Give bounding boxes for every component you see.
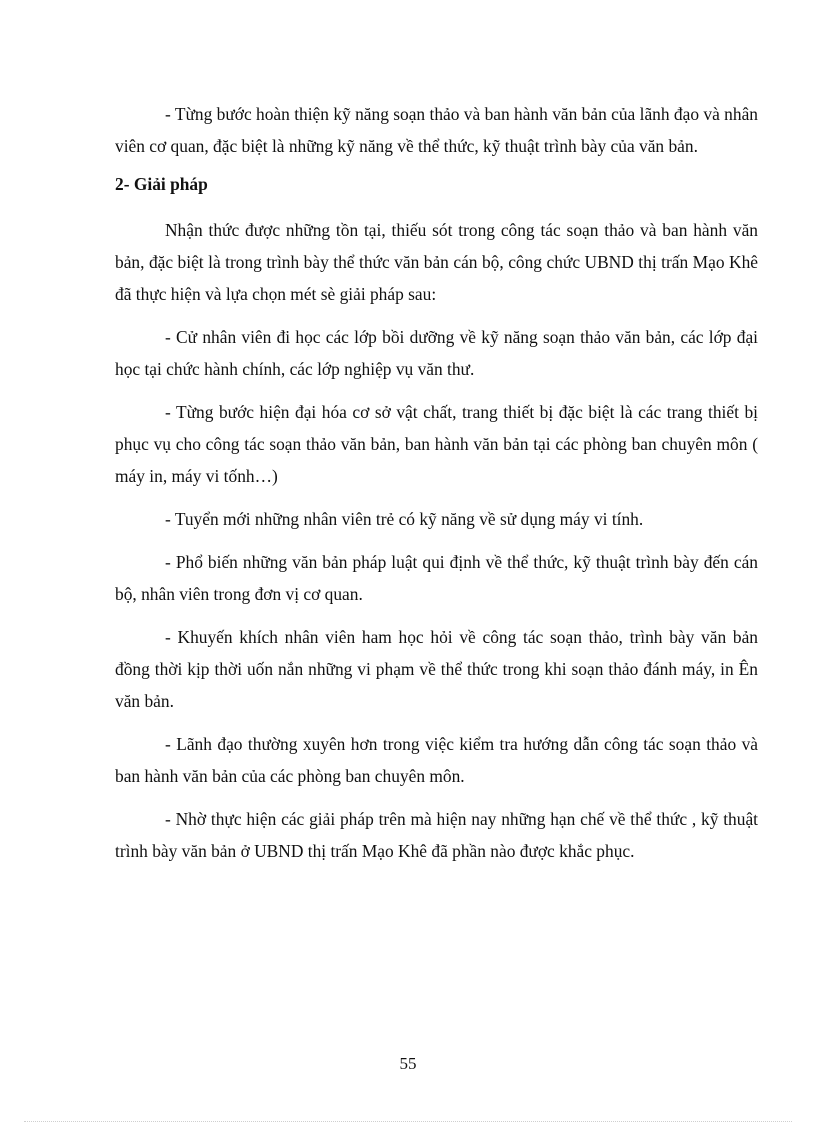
page-bottom-divider [24, 1121, 792, 1122]
paragraph-leadership: - Lãnh đạo thường xuyên hơn trong việc kiểm tra hướng dẫn công tác soạn thảo và ban hành văn bản của các phòng ban chuyên môn. [115, 734, 758, 786]
paragraph-dissemination: - Phổ biến những văn bản pháp luật qui định về thể thức, kỹ thuật trình bày đến cán bộ, nhân viên trong đơn vị cơ quan. [115, 552, 758, 604]
paragraph-result: - Nhờ thực hiện các giải pháp trên mà hiện nay những hạn chế về thể thức , kỹ thuật trình bày văn bản ở UBND thị trấn Mạo Khê đã phần nào được khắc phục. [115, 809, 758, 861]
page-number: 55 [399, 1054, 417, 1073]
paragraph-recruitment: - Tuyển mới những nhân viên trẻ có kỹ năng về sử dụng máy vi tính. [165, 509, 644, 529]
paragraph-encouragement: - Khuyến khích nhân viên ham học hỏi về công tác soạn thảo, trình bày văn bản đồng thời kịp thời uốn nắn những vi phạm về thể thức trong khi soạn thảo đánh máy, in Ên văn bản. [115, 627, 758, 711]
paragraph-training: - Cử nhân viên đi học các lớp bồi dưỡng về kỹ năng soạn thảo văn bản, các lớp đại học tại chức hành chính, các lớp nghiệp vụ văn thư. [115, 327, 758, 379]
paragraph-intro: - Từng bước hoàn thiện kỹ năng soạn thảo và ban hành văn bản của lãnh đạo và nhân viên cơ quan, đặc biệt là những kỹ năng về thể thức, kỹ thuật trình bày của văn bản. [115, 104, 758, 156]
section-heading: 2- Giải pháp [115, 174, 208, 194]
paragraph-modernization: - Từng bước hiện đại hóa cơ sở vật chất, trang thiết bị đặc biệt là các trang thiết bị phục vụ cho công tác soạn thảo văn bản, ban hành văn bản tại các phòng ban chuyên môn ( máy in, máy vi tốnh…) [115, 402, 758, 486]
paragraph-awareness: Nhận thức được những tồn tại, thiếu sót trong công tác soạn thảo và ban hành văn bản, đặc biệt là trong trình bày thể thức văn bản cán bộ, công chức UBND thị trấn Mạo Khê đã thực hiện và lựa chọn mét sè giải pháp sau: [115, 220, 758, 304]
document-body [115, 98, 758, 867]
